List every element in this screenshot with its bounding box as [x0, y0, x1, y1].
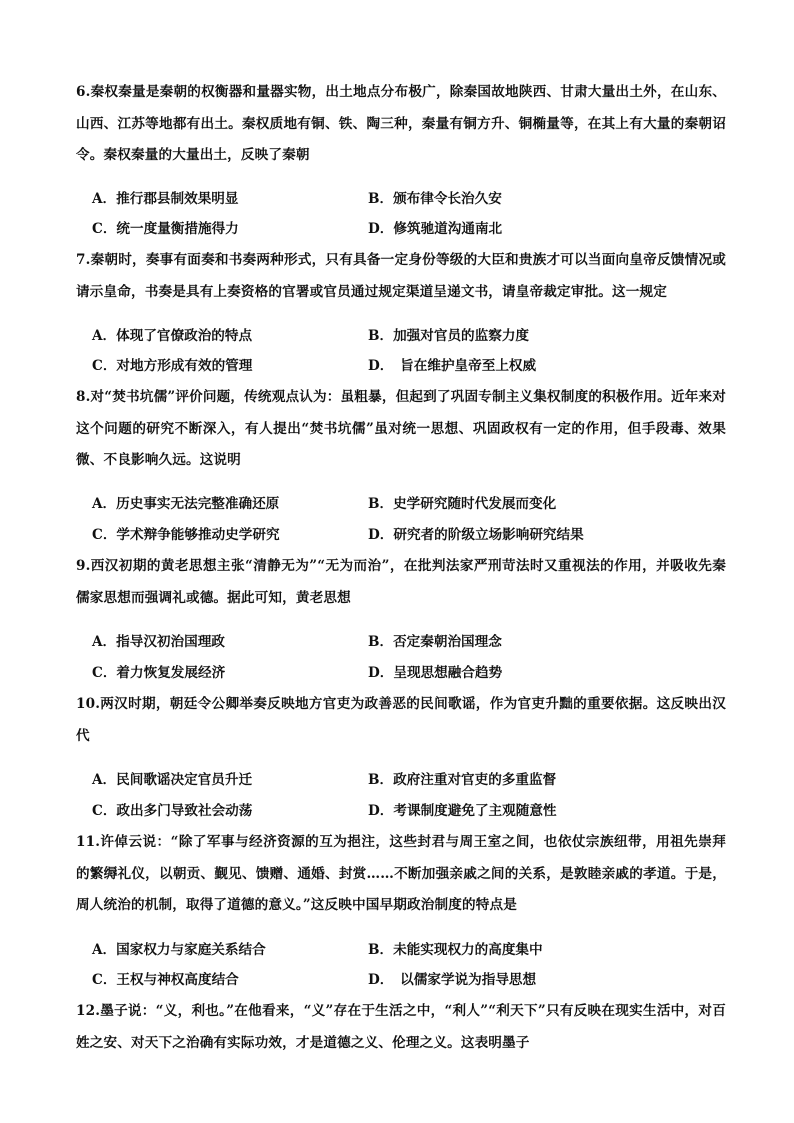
question-9-option-d: D．呈现思想融合趋势: [368, 665, 503, 681]
question-12-stem: 12.墨子说：“义，利也。”在他看来，“义”存在于生活之中，“利人”“利天下”只有反映在现实生活中，对百姓之安、对天下之治确有实际功效，才是道德之义、伦理之义。这表明墨子: [76, 1003, 726, 1051]
question-7-option-c: C．对地方形成有效的管理: [92, 358, 253, 374]
question-9-option-c: C．着力恢复发展经济: [92, 665, 226, 681]
question-9-option-a: A．指导汉初治国理政: [92, 634, 225, 650]
question-7-stem: 7.秦朝时，奏事有面奏和书奏两种形式，只有具备一定身份等级的大臣和贵族才可以当面向皇帝反馈情况或请示皇命，书奏是具有上奏资格的官署或官员通过规定渠道呈递文书，请皇帝裁定审批。这一规定: [76, 252, 726, 300]
question-8-option-d: D．研究者的阶级立场影响研究结果: [368, 527, 584, 543]
question-6-option-c: C．统一度量衡措施得力: [92, 221, 239, 237]
question-8-option-c: C．学术辩争能够推动史学研究: [92, 527, 280, 543]
question-10-option-d: D．考课制度避免了主观随意性: [368, 803, 557, 819]
question-7-option-d: D． 旨在维护皇帝至上权威: [368, 358, 537, 374]
question-8-stem: 8.对“焚书坑儒”评价问题，传统观点认为：虽粗暴，但起到了巩固专制主义集权制度的积极作用。近年来对这个问题的研究不断深入，有人提出“焚书坑儒”虽对统一思想、巩固政权有一定的作用，但手段毒、效果微、不良影响久远。这说明: [76, 389, 726, 468]
question-6-option-b: B．颁布律令长治久安: [368, 191, 502, 207]
question-10-stem: 10.两汉时期，朝廷令公卿举奏反映地方官吏为政善恶的民间歌谣，作为官吏升黜的重要依据。这反映出汉代: [76, 696, 726, 744]
question-11-option-a: A．国家权力与家庭关系结合: [92, 942, 266, 958]
question-10-option-c: C．政出多门导致社会动荡: [92, 803, 253, 819]
question-9-stem: 9.西汉初期的黄老思想主张“清静无为”“无为而治”，在批判法家严刑苛法时又重视法的作用，并吸收先秦儒家思想而强调礼或德。据此可知，黄老思想: [76, 558, 726, 606]
question-8-option-a: A．历史事实无法完整准确还原: [92, 496, 280, 512]
question-6-stem: 6.秦权秦量是秦朝的权衡器和量器实物，出土地点分布极广，除秦国故地陕西、甘肃大量出土外，在山东、山西、江苏等地都有出土。秦权质地有铜、铁、陶三种，秦量有铜方升、铜椭量等，在其上有大量的秦朝诏令。秦权秦量的大量出土，反映了秦朝: [76, 84, 726, 163]
question-7-option-a: A．体现了官僚政治的特点: [92, 328, 253, 344]
question-6-option-a: A．推行郡县制效果明显: [92, 191, 239, 207]
question-11-option-b: B．未能实现权力的高度集中: [368, 942, 543, 958]
question-11-option-d: D． 以儒家学说为指导思想: [368, 972, 537, 988]
question-6-option-d: D．修筑驰道沟通南北: [368, 221, 503, 237]
question-10-option-b: B．政府注重对官吏的多重监督: [368, 772, 557, 788]
question-11-stem: 11.许倬云说：“除了军事与经济资源的互为挹注，这些封君与周王室之间，也依仗宗族纽带，用祖先崇拜的繁缛礼仪，以朝贡、觐见、馈赠、通婚、封赏……不断加强亲戚之间的关系，是敦睦亲戚的孝道。于是，周人统治的机制，取得了道德的意义。”这反映中国早期政治制度的特点是: [76, 834, 726, 913]
question-11-option-c: C．王权与神权高度结合: [92, 972, 239, 988]
question-8-option-b: B．史学研究随时代发展而变化: [368, 496, 557, 512]
question-7-option-b: B．加强对官员的监察力度: [368, 328, 530, 344]
question-9-option-b: B．否定秦朝治国理念: [368, 634, 502, 650]
question-10-option-a: A．民间歌谣决定官员升迁: [92, 772, 253, 788]
